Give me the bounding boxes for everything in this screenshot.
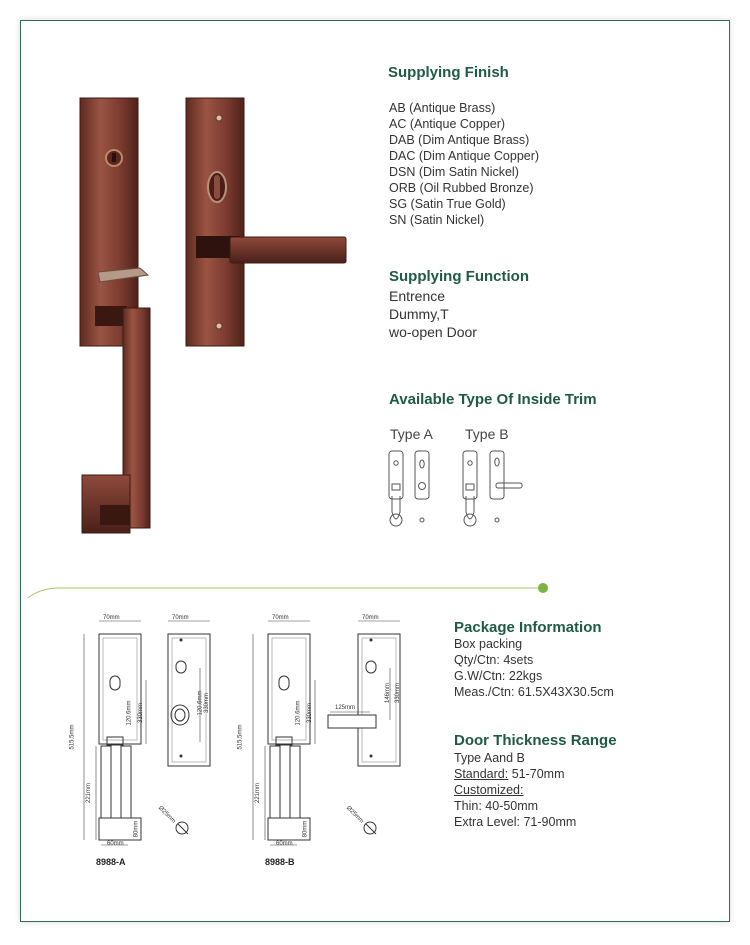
dim-221-a: 221mm — [86, 782, 93, 804]
dim-width-a2: 70mm — [172, 615, 189, 621]
dim-330-a: 330mm — [138, 702, 145, 724]
type-b-label: Type B — [465, 426, 509, 442]
finish-item: DSN (Dim Satin Nickel) — [389, 165, 519, 179]
finish-item: DAC (Dim Antique Copper) — [389, 149, 540, 163]
standard-label: Standard: — [454, 767, 509, 781]
finish-item: AC (Antique Copper) — [389, 117, 506, 131]
dim-width-b1: 70mm — [272, 615, 289, 621]
dim-120-a-inside: 120.6mm — [197, 690, 204, 716]
dim-80-a: 80mm — [133, 820, 140, 838]
dim-330-b: 330mm — [307, 702, 314, 724]
dim-height-b: 515.5mm — [237, 724, 244, 750]
finish-item: SN (Satin Nickel) — [389, 213, 485, 227]
type-a-label: Type A — [390, 426, 433, 442]
finish-title: Supplying Finish — [388, 64, 509, 81]
finish-item: SG (Satin True Gold) — [389, 197, 506, 211]
dim-120-b: 120.6mm — [295, 700, 302, 726]
package-title: Package Information — [454, 619, 602, 636]
dim-60-a: 60mm — [107, 841, 124, 847]
package-line: Meas./Ctn: 61.5X43X30.5cm — [454, 685, 614, 699]
dim-width-a1: 70mm — [103, 615, 120, 621]
dim-80-b: 80mm — [302, 820, 309, 838]
trim-type-b-drawing — [458, 448, 528, 528]
package-line: G.W/Ctn: 22kgs — [454, 669, 543, 683]
door-type-line: Type Aand B — [454, 751, 525, 765]
package-line: Qty/Ctn: 4sets — [454, 653, 534, 667]
function-item: Entrence — [389, 288, 446, 304]
section-divider — [20, 580, 560, 604]
drawing-8988-a-outside — [69, 615, 162, 847]
finish-item: DAB (Dim Antique Brass) — [389, 133, 530, 147]
dim-width-b2: 70mm — [362, 615, 379, 621]
dim-dia-b: Ø25mm — [345, 805, 365, 825]
product-image — [70, 90, 360, 540]
dim-221-b: 221mm — [255, 782, 262, 804]
door-title: Door Thickness Range — [454, 732, 617, 749]
finish-item: AB (Antique Brass) — [389, 101, 496, 115]
dim-146-b: 146mm — [385, 682, 392, 704]
function-item: Dummy,T — [389, 306, 449, 322]
function-title: Supplying Function — [389, 268, 529, 285]
door-standard-line — [454, 766, 565, 782]
door-extra-line: Extra Level: 71-90mm — [454, 815, 577, 829]
standard-value: 51-70mm — [508, 767, 565, 781]
door-customized-label: Customized: — [454, 783, 524, 797]
drawing-8988-a-inside — [160, 615, 220, 775]
dim-height-a: 515.5mm — [69, 724, 76, 750]
model-label-b: 8988-B — [265, 857, 295, 867]
package-line: Box packing — [454, 637, 523, 651]
dim-120-a: 120.6mm — [126, 700, 133, 726]
door-thin-line: Thin: 40-50mm — [454, 799, 539, 813]
dim-dia-a: Ø25mm — [157, 805, 177, 825]
model-label-a: 8988-A — [96, 857, 126, 867]
drawing-8988-b-outside — [237, 615, 330, 847]
dim-125-b: 125mm — [335, 705, 356, 711]
dim-330-b-inside: 330mm — [395, 682, 402, 704]
function-item: wo-open Door — [389, 324, 477, 340]
trim-title: Available Type Of Inside Trim — [389, 391, 597, 408]
dim-60-b: 60mm — [276, 841, 293, 847]
trim-type-a-drawing — [385, 448, 435, 528]
finish-item: ORB (Oil Rubbed Bronze) — [389, 181, 534, 195]
dim-330-a-inside: 330mm — [204, 692, 211, 714]
